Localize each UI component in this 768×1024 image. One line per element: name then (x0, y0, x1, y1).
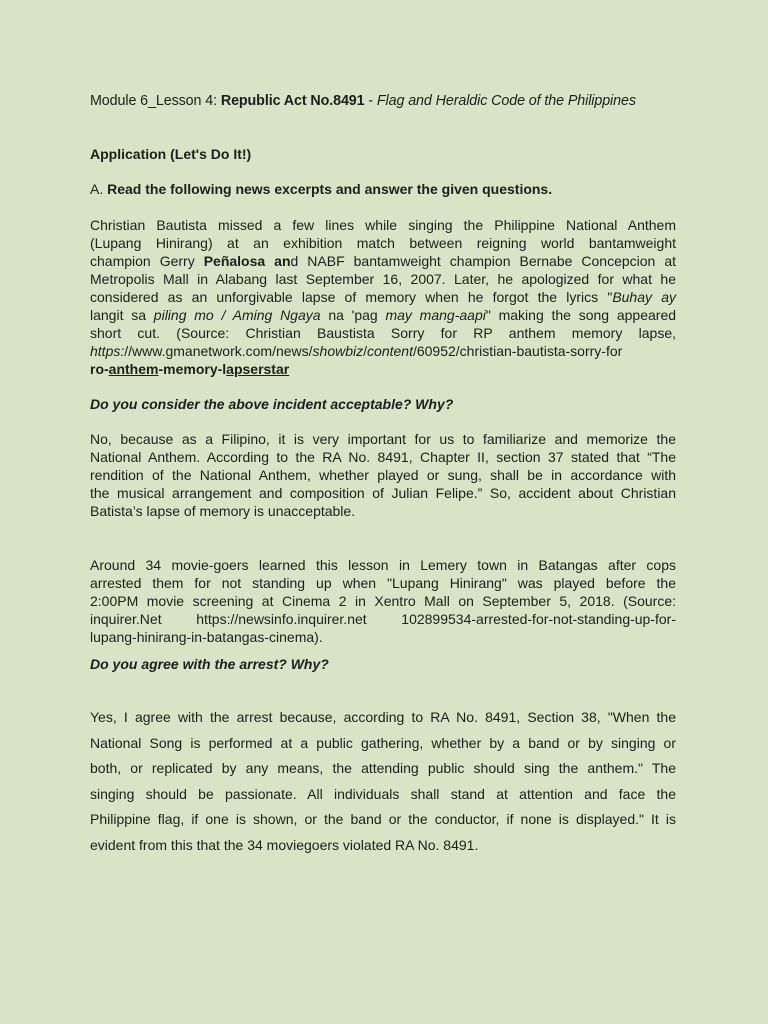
excerpt2-line: arrested them for not standing up when "Lupang Hinirang" was played before the (90, 575, 676, 591)
answer2-line: Yes, I agree with the arrest because, according to RA No. 8491, Section 38, "When the (90, 709, 676, 725)
excerpt1-line: langit sa piling mo / Aming Ngaya na 'pag may mang-aapi" making the song appeared (90, 307, 677, 323)
question-2: Do you agree with the arrest? Why? (90, 656, 329, 672)
excerpt2-line: 2:00PM movie screening at Cinema 2 in Xentro Mall on September 5, 2018. (Source: (90, 593, 676, 609)
instruction-text: Read the following news excerpts and answer the given questions. (107, 181, 553, 197)
excerpt1-line: Metropolis Mall in Alabang last September 16, 2007. Later, he apologized for what he (90, 271, 676, 287)
header-title-bold: Republic Act No.8491 (220, 93, 365, 109)
excerpt1-line: short cut. (Source: Christian Baustista Sorry for RP anthem memory lapse, (90, 325, 676, 341)
header-title-italic: Flag and Heraldic Code of the Philippines (376, 93, 636, 109)
answer-2 (90, 705, 676, 859)
answer1-line: No, because as a Filipino, it is very important for us to familiarize and memorize the (90, 431, 676, 447)
source-url-line: ro-anthem-memory-lapserstar (90, 361, 290, 377)
answer2-line: Philippine flag, if one is shown, or the band or the conductor, if none is displayed." It is (90, 811, 676, 828)
answer2-line: both, or replicated by any means, the attending public should sing the anthem." The (90, 760, 676, 777)
excerpt1-line: champion Gerry Peñalosa and NABF bantamweight champion Bernabe Concepcion at (90, 253, 677, 269)
excerpt1-line: Christian Bautista missed a few lines while singing the Philippine National Anthem (90, 217, 676, 233)
module-header (90, 93, 676, 109)
news-excerpt-1 (90, 216, 676, 378)
excerpt1-line: (Lupang Hinirang) at an exhibition match between reigning world bantamweight (90, 235, 676, 251)
answer-1 (90, 430, 676, 520)
answer1-line: rendition of the National Anthem, whether played or sung, shall be in accordance with (90, 467, 676, 483)
news-excerpt-2 (90, 556, 676, 646)
answer1-line: Batista’s lapse of memory is unacceptable. (90, 503, 356, 519)
excerpt1-line: considered as an unforgivable lapse of memory when he forgot the lyrics "Buhay ay (90, 289, 676, 305)
answer2-line: evident from this that the 34 moviegoers violated RA No. 8491. (90, 836, 479, 853)
header-prefix: Module 6_Lesson 4: (90, 93, 221, 109)
instruction (90, 181, 676, 197)
answer2-line: National Song is performed at a public gathering, whether by a band or by singing or (90, 734, 676, 751)
application-heading: Application (Let's Do It!) (90, 146, 252, 162)
question-1: Do you consider the above incident acceptable? Why? (90, 396, 454, 412)
excerpt2-line: inquirer.Net https://newsinfo.inquirer.net 102899534-arrested-for-not-standing-up-for- (90, 611, 676, 627)
source-url-line: https://www.gmanetwork.com/news/showbiz/content/60952/christian-bautista-sorry-for (90, 343, 623, 359)
excerpt2-line: lupang-hinirang-in-batangas-cinema). (90, 629, 323, 645)
answer1-line: National Anthem. According to the RA No. 8491, Chapter II, section 37 stated that “The (90, 449, 676, 465)
answer2-line: singing should be passionate. All individuals shall stand at attention and face the (90, 785, 676, 802)
instruction-label: A. (90, 181, 108, 197)
answer1-line: the musical arrangement and composition of Julian Felipe.” So, accident about Christian (90, 485, 676, 501)
header-separator: - (364, 93, 377, 109)
excerpt2-line: Around 34 movie-goers learned this lesson in Lemery town in Batangas after cops (90, 557, 676, 573)
